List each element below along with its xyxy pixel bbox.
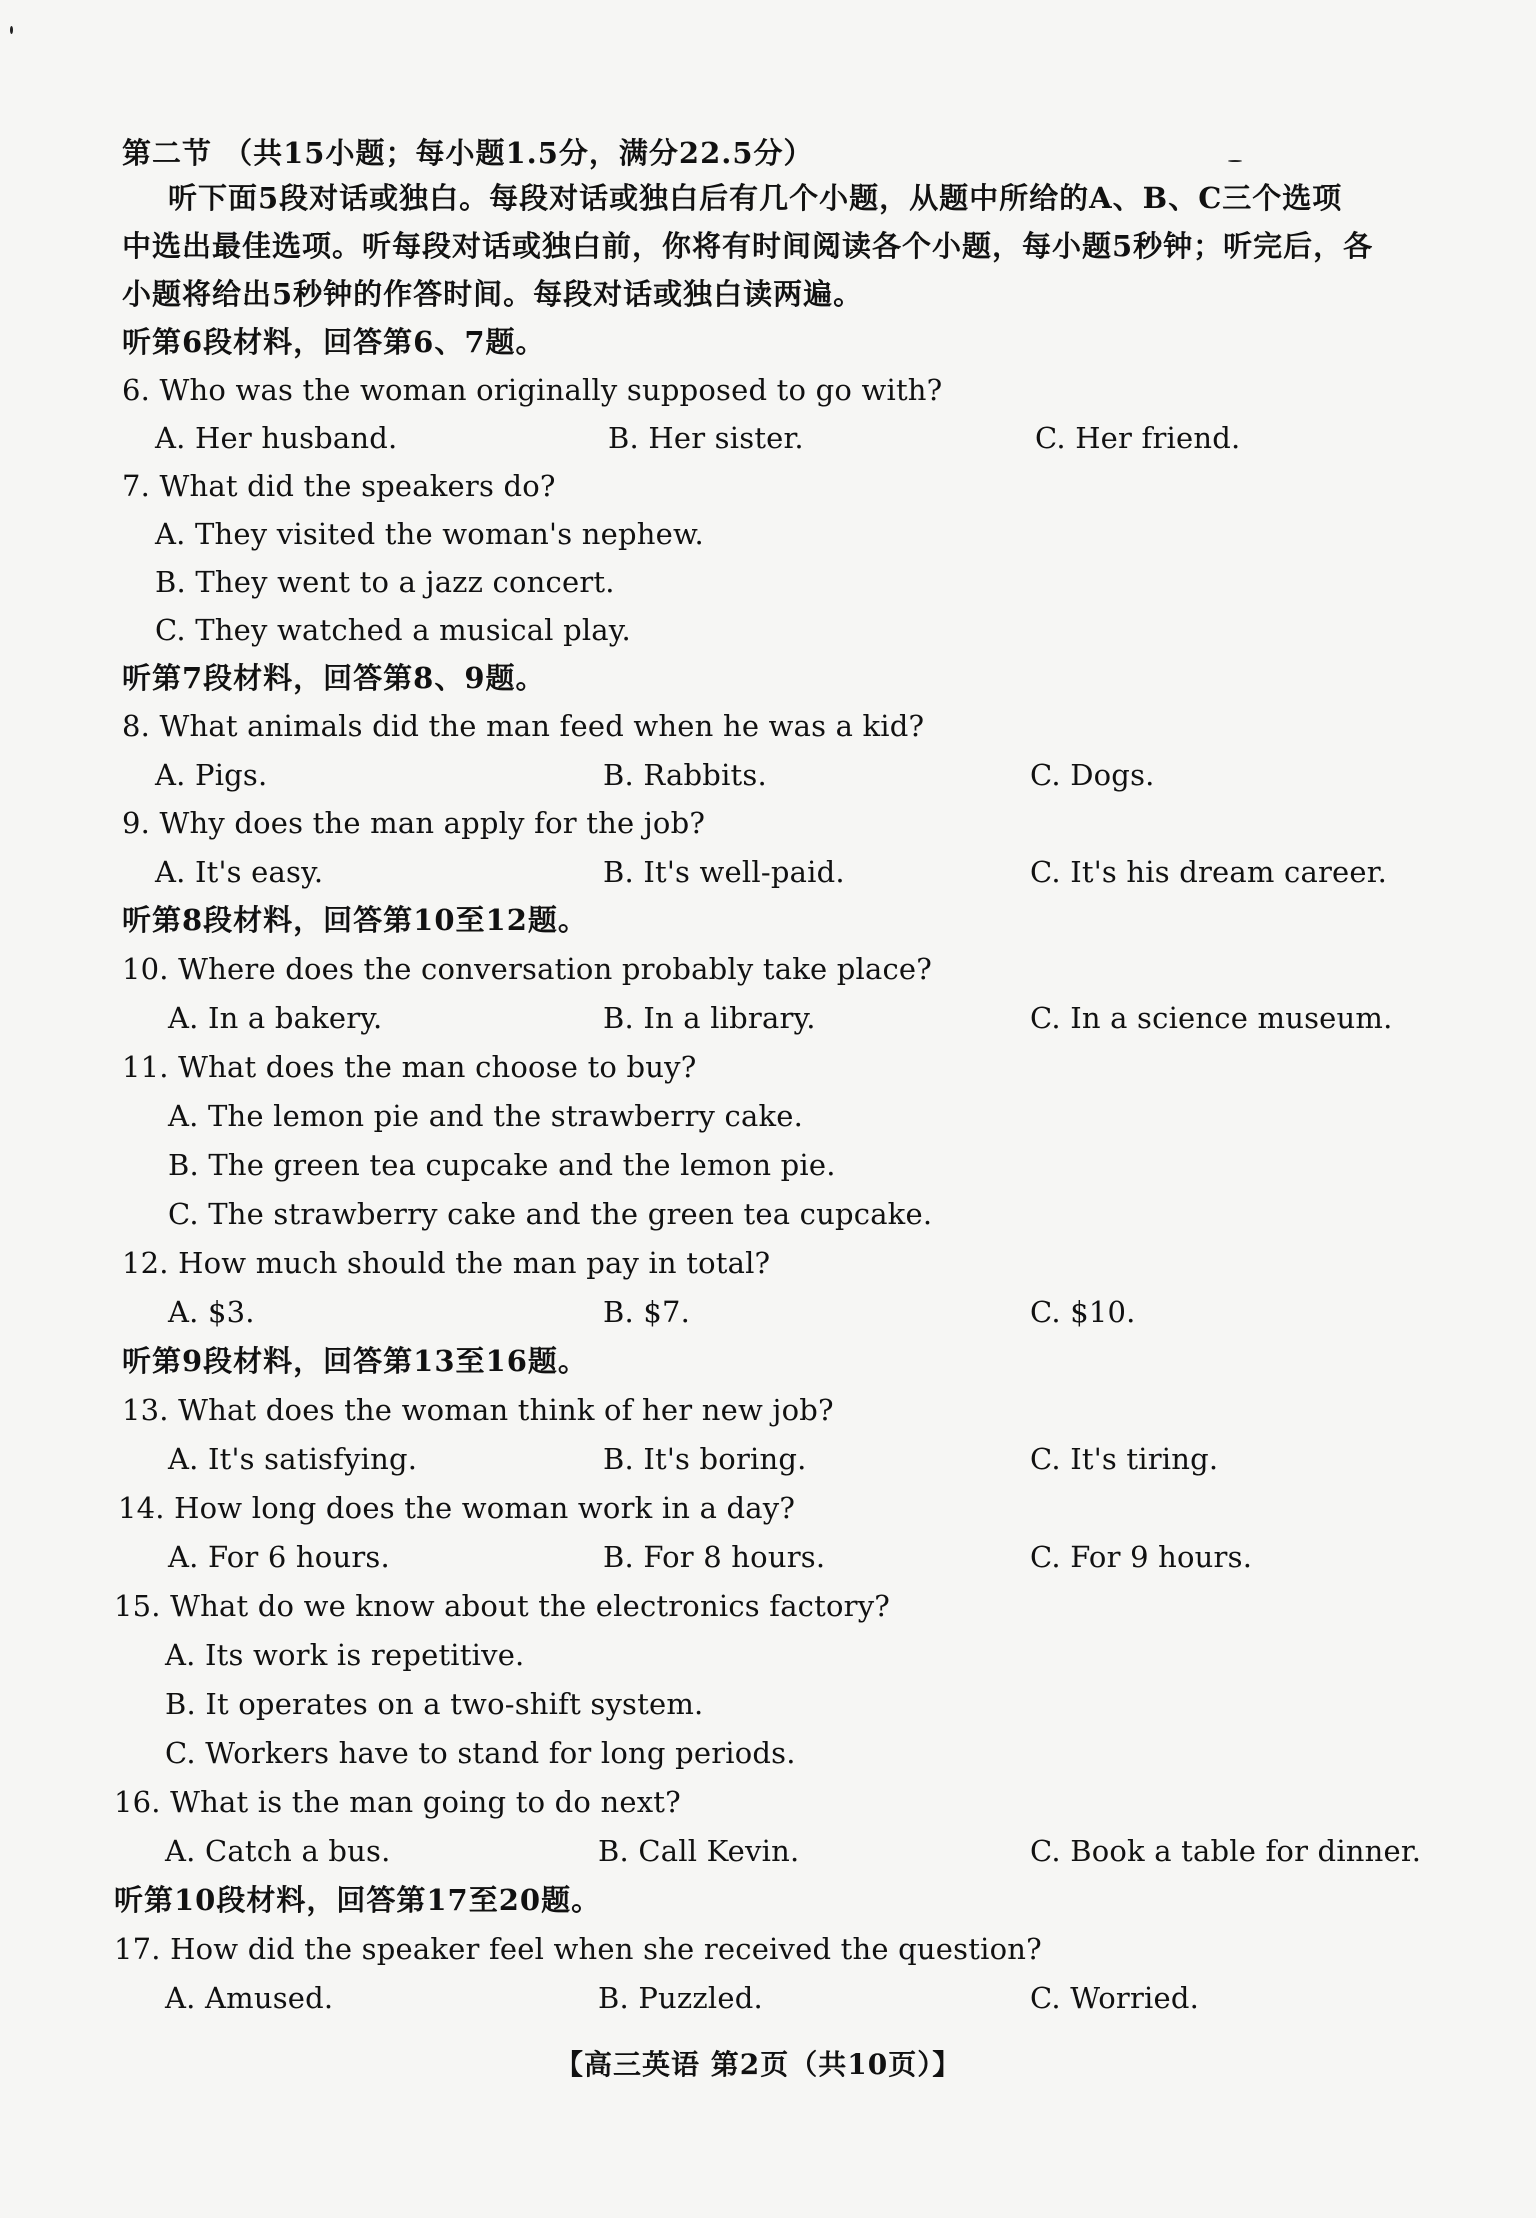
question-stem: 16. What is the man going to do next? [114, 1785, 681, 1819]
option-c: C. In a science museum. [1030, 1001, 1393, 1035]
question-stem: 17. How did the speaker feel when she received the question? [114, 1932, 1042, 1966]
section-title: 第二节 （共15小题；每小题1.5分，满分22.5分） [122, 136, 814, 170]
option-c: C. It's tiring. [1030, 1442, 1219, 1476]
question-stem: 6. Who was the woman originally supposed to go with? [122, 373, 943, 407]
option-a: A. Its work is repetitive. [165, 1638, 525, 1672]
option-a: A. For 6 hours. [168, 1540, 390, 1574]
option-a: A. $3. [168, 1295, 255, 1329]
question-stem: 11. What does the man choose to buy? [122, 1050, 697, 1084]
instruction-line: 中选出最佳选项。听每段对话或独白前，你将有时间阅读各个小题，每小题5秒钟；听完后，各 [122, 229, 1374, 263]
option-b: B. It's well-paid. [603, 855, 845, 889]
option-c: C. Her friend. [1035, 421, 1241, 455]
group-heading: 听第10段材料，回答第17至20题。 [114, 1883, 602, 1917]
option-a: A. They visited the woman's nephew. [155, 517, 704, 551]
option-c: C. Workers have to stand for long periods. [165, 1736, 796, 1770]
option-b: B. Puzzled. [598, 1981, 763, 2015]
question-stem: 15. What do we know about the electronics factory? [114, 1589, 891, 1623]
option-b: B. For 8 hours. [603, 1540, 826, 1574]
option-b: B. $7. [603, 1295, 691, 1329]
option-c: C. The strawberry cake and the green tea cupcake. [168, 1197, 933, 1231]
question-stem: 10. Where does the conversation probably take place? [122, 952, 933, 986]
group-heading: 听第6段材料，回答第6、7题。 [122, 325, 546, 359]
group-heading: 听第8段材料，回答第10至12题。 [122, 903, 588, 937]
option-a: A. Amused. [165, 1981, 334, 2015]
option-a: A. Her husband. [155, 421, 398, 455]
scan-speck [1228, 160, 1242, 162]
question-stem: 13. What does the woman think of her new job? [122, 1393, 834, 1427]
option-b: B. It's boring. [603, 1442, 807, 1476]
question-stem: 8. What animals did the man feed when he was a kid? [122, 709, 925, 743]
option-c: C. It's his dream career. [1030, 855, 1388, 889]
option-b: B. The green tea cupcake and the lemon pie. [168, 1148, 836, 1182]
option-a: A. It's easy. [155, 855, 324, 889]
option-c: C. For 9 hours. [1030, 1540, 1253, 1574]
option-b: B. In a library. [603, 1001, 816, 1035]
option-a: A. It's satisfying. [168, 1442, 418, 1476]
option-b: B. Rabbits. [603, 758, 767, 792]
option-a: A. Pigs. [155, 758, 268, 792]
question-stem: 7. What did the speakers do? [122, 469, 556, 503]
page-footer: 【高三英语 第2页（共10页）】 [555, 2048, 962, 2081]
option-c: C. Book a table for dinner. [1030, 1834, 1422, 1868]
option-a: A. The lemon pie and the strawberry cake. [168, 1099, 803, 1133]
option-a: A. Catch a bus. [165, 1834, 391, 1868]
instruction-line: 小题将给出5秒钟的作答时间。每段对话或独白读两遍。 [122, 277, 864, 311]
option-c: C. They watched a musical play. [155, 613, 631, 647]
scan-speck [10, 26, 13, 34]
option-b: B. Call Kevin. [598, 1834, 800, 1868]
question-stem: 14. How long does the woman work in a day? [118, 1491, 796, 1525]
option-c: C. $10. [1030, 1295, 1136, 1329]
question-stem: 9. Why does the man apply for the job? [122, 806, 706, 840]
group-heading: 听第9段材料，回答第13至16题。 [122, 1344, 588, 1378]
instruction-line: 听下面5段对话或独白。每段对话或独白后有几个小题，从题中所给的A、B、C三个选项 [168, 181, 1343, 215]
option-c: C. Dogs. [1030, 758, 1155, 792]
question-stem: 12. How much should the man pay in total? [122, 1246, 771, 1280]
option-c: C. Worried. [1030, 1981, 1200, 2015]
option-a: A. In a bakery. [168, 1001, 383, 1035]
option-b: B. It operates on a two-shift system. [165, 1687, 704, 1721]
option-b: B. Her sister. [608, 421, 804, 455]
group-heading: 听第7段材料，回答第8、9题。 [122, 661, 546, 695]
option-b: B. They went to a jazz concert. [155, 565, 615, 599]
